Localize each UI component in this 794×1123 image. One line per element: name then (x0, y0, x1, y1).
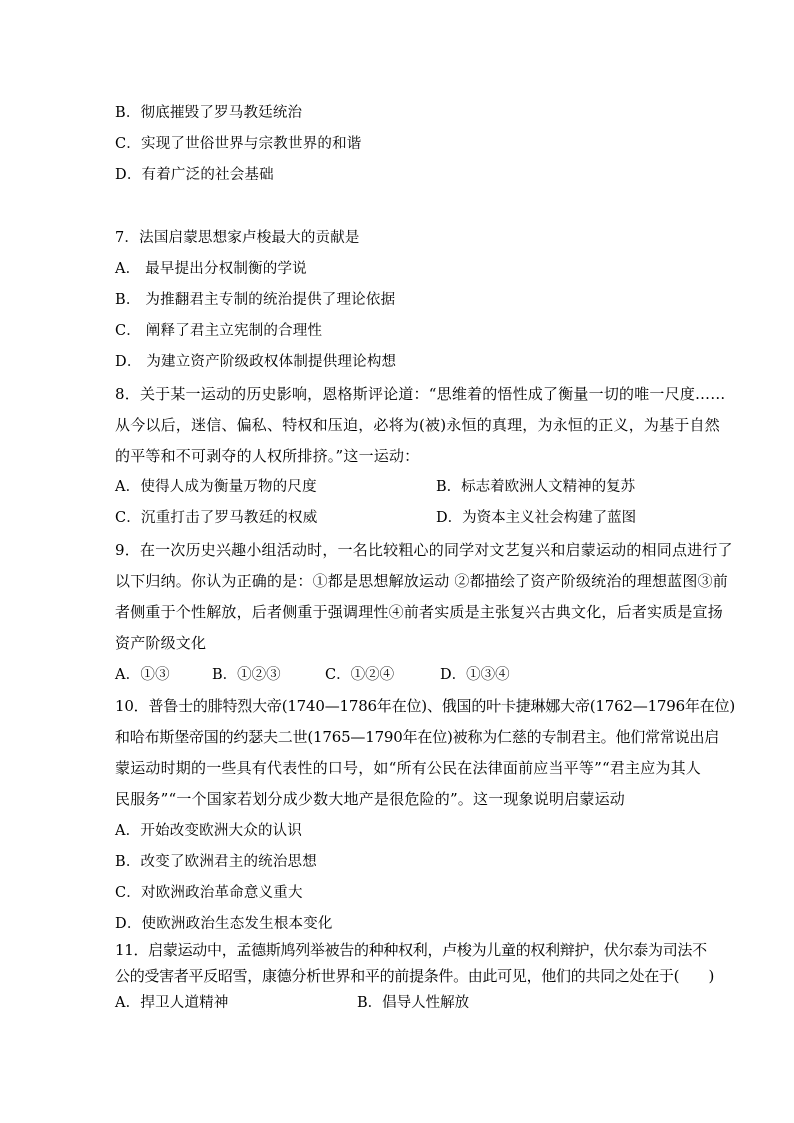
q8-stem-line2: 从今以后，迷信、偏私、特权和压迫，必将为(被)永恒的真理，为永恒的正义，为基于自然 (115, 416, 720, 434)
q7-option-d: D． 为建立资产阶级政权体制提供理论构想 (115, 354, 397, 370)
q10-option-b: B．改变了欧洲君主的统治思想 (115, 854, 317, 870)
q9-stem-line1: 9．在一次历史兴趣小组活动时，一名比较粗心的同学对文艺复兴和启蒙运动的相同点进行了 (115, 541, 733, 559)
q6-option-b: B．彻底摧毁了罗马教廷统治 (115, 105, 303, 121)
q10-stem-line4: 民服务”“一个国家若划分成少数大地产是很危险的”。这一现象说明启蒙运动 (115, 790, 626, 808)
q11-stem-line2: 公的受害者平反昭雪，康德分析世界和平的前提条件。由此可见，他们的共同之处在于( ) (115, 967, 715, 985)
q9-option-a: A．①③ (115, 667, 170, 683)
q7-option-c: C． 阐释了君主立宪制的合理性 (115, 323, 323, 339)
q10-option-c: C．对欧洲政治革命意义重大 (115, 885, 303, 901)
q10-stem-line2: 和哈布斯堡帝国的约瑟夫二世(1765—1790年在位)被称为仁慈的专制君主。他们常常说出启 (115, 728, 720, 746)
q10-stem-line3: 蒙运动时期的一些具有代表性的口号，如“所有公民在法律面前应当平等”“君主应为其人 (115, 759, 702, 777)
q8-stem-line3: 的平等和不可剥夺的人权所排挤。”这一运动： (115, 447, 420, 465)
q9-option-b: B．①②③ (212, 667, 281, 683)
q8-option-b: B．标志着欧洲人文精神的复苏 (436, 479, 636, 495)
q8-option-c: C．沉重打击了罗马教廷的权威 (115, 510, 318, 526)
q11-option-b: B．倡导人性解放 (357, 995, 470, 1011)
q10-stem-line1: 10．普鲁士的腓特烈大帝(1740—1786年在位)、俄国的叶卡捷琳娜大帝(1762—1796年在位) (115, 697, 735, 715)
q6-option-d: D．有着广泛的社会基础 (115, 167, 274, 183)
q8-stem-line1: 8．关于某一运动的历史影响，恩格斯评论道：“思维着的悟性成了衡量一切的唯一尺度…… (115, 385, 726, 403)
q7-stem: 7．法国启蒙思想家卢梭最大的贡献是 (115, 230, 360, 246)
q11-option-a: A．捍卫人道精神 (115, 995, 229, 1011)
q10-option-d: D．使欧洲政治生态发生根本变化 (115, 916, 333, 932)
q11-stem-line1: 11．启蒙运动中，孟德斯鸠列举被告的种种权利，卢梭为儿童的权利辩护，伏尔泰为司法不 (115, 941, 707, 959)
q9-stem-line2: 以下归纳。你认为正确的是：①都是思想解放运动 ②都描绘了资产阶级统治的理想蓝图③前 (115, 572, 728, 590)
q7-option-a: A． 最早提出分权制衡的学说 (115, 261, 307, 277)
q9-option-d: D．①③④ (440, 667, 510, 683)
q8-option-d: D．为资本主义社会构建了蓝图 (436, 510, 637, 526)
q8-option-a: A．使得人成为衡量万物的尺度 (115, 479, 317, 495)
q9-option-c: C．①②④ (325, 667, 395, 683)
q10-option-a: A．开始改变欧洲大众的认识 (115, 823, 303, 839)
q9-stem-line4: 资产阶级文化 (115, 634, 207, 652)
q9-stem-line3: 者侧重于个性解放，后者侧重于强调理性④前者实质是主张复兴古典文化，后者实质是宣扬 (115, 603, 724, 621)
q6-option-c: C．实现了世俗世界与宗教世界的和谐 (115, 136, 362, 152)
q7-option-b: B． 为推翻君主专制的统治提供了理论依据 (115, 292, 396, 308)
